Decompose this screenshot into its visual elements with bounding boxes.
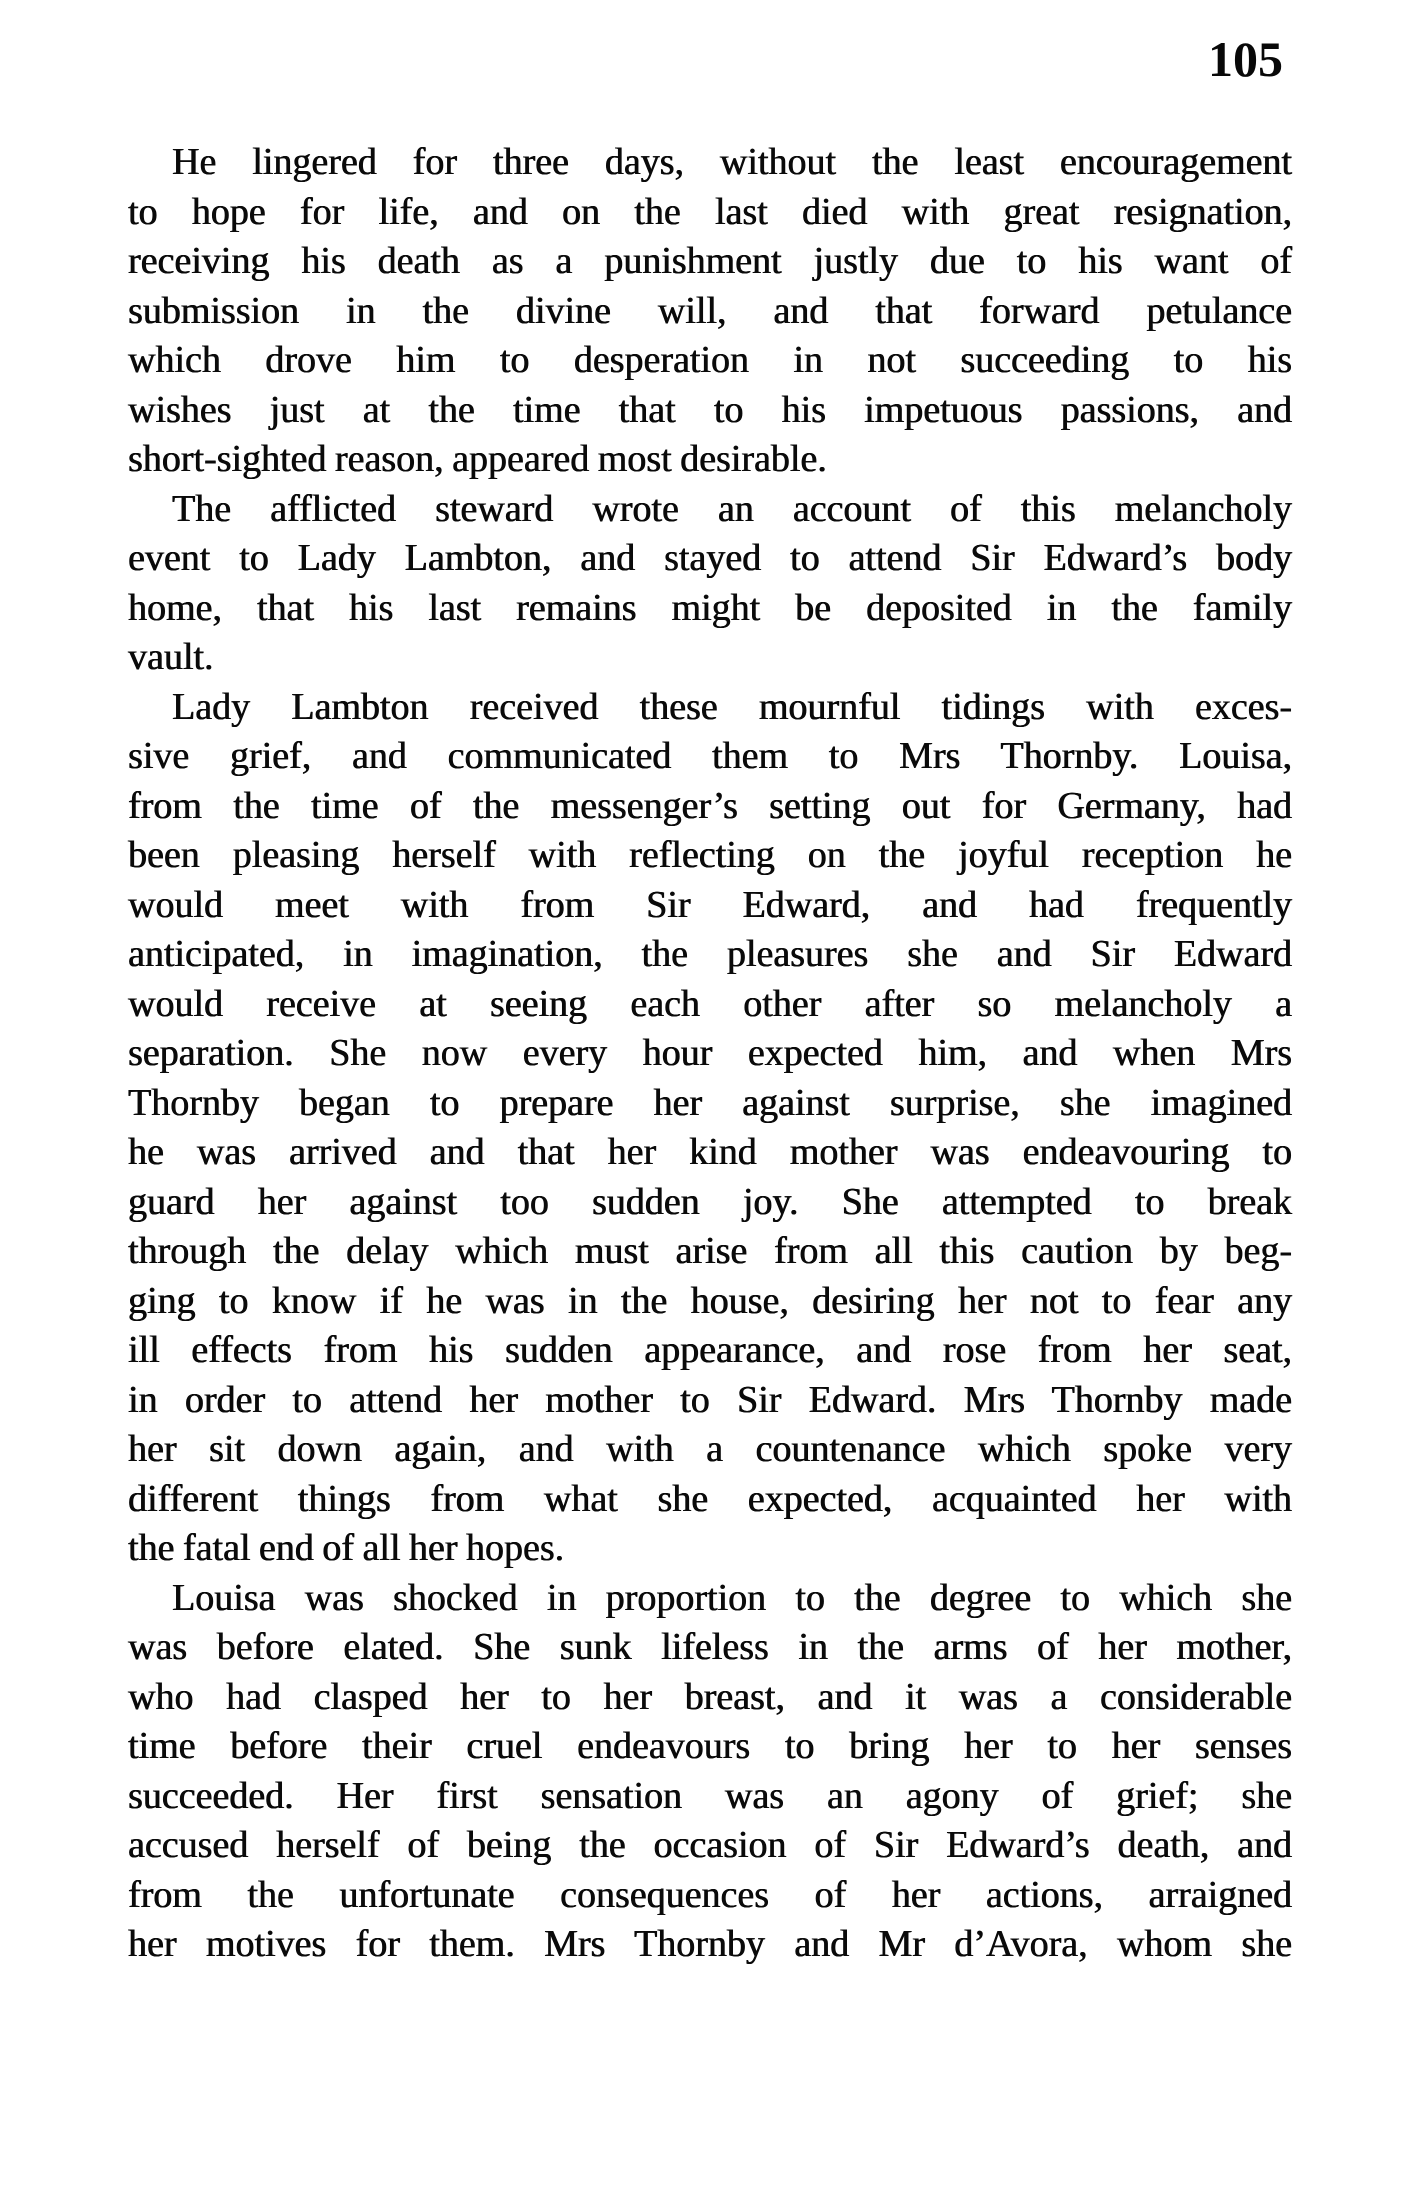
text-line: the fatal end of all her hopes. xyxy=(128,1527,565,1569)
paragraph xyxy=(128,683,1292,1574)
text-line: anticipated, in imagination, the pleasures she and Sir Edward xyxy=(128,933,1292,975)
text-line: through the delay which must arise from all this caution by beg- xyxy=(128,1230,1292,1272)
text-line: would receive at seeing each other after so melancholy a xyxy=(128,982,1292,1025)
text-line: vault. xyxy=(128,636,214,678)
text-line: sive grief, and communicated them to Mrs Thornby. Louisa, xyxy=(128,735,1292,777)
text-line: from the unfortunate consequences of her actions, arraigned xyxy=(128,1873,1292,1916)
text-line: her sit down again, and with a countenance which spoke very xyxy=(128,1428,1292,1470)
page-number: 105 xyxy=(1208,31,1283,87)
text-line: succeeded. Her first sensation was an agony of grief; she xyxy=(128,1774,1292,1817)
text-line: home, that his last remains might be deposited in the family xyxy=(128,586,1292,629)
page-body xyxy=(128,138,1292,1970)
text-line: accused herself of being the occasion of Sir Edward’s death, and xyxy=(128,1824,1292,1866)
text-line: Lady Lambton received these mournful tidings with exces- xyxy=(172,685,1292,728)
text-line: from the time of the messenger’s setting out for Germany, had xyxy=(128,784,1292,827)
text-line: ill effects from his sudden appearance, and rose from her seat, xyxy=(128,1329,1292,1371)
text-line: which drove him to desperation in not succeeding to his xyxy=(128,339,1292,381)
text-line: he was arrived and that her kind mother was endeavouring to xyxy=(128,1131,1292,1173)
text-line: to hope for life, and on the last died with great resignation, xyxy=(128,190,1292,233)
text-line: was before elated. She sunk lifeless in the arms of her mother, xyxy=(128,1626,1292,1668)
text-line: He lingered for three days, without the least encouragement xyxy=(172,141,1292,183)
text-line: her motives for them. Mrs Thornby and Mr d’Avora, whom she xyxy=(128,1923,1292,1965)
text-line: event to Lady Lambton, and stayed to attend Sir Edward’s body xyxy=(128,537,1292,579)
text-line: The afflicted steward wrote an account of this melancholy xyxy=(172,487,1292,530)
text-line: submission in the divine will, and that forward petulance xyxy=(128,289,1292,332)
text-line: separation. She now every hour expected him, and when Mrs xyxy=(128,1032,1292,1074)
text-line: different things from what she expected, acquainted her with xyxy=(128,1477,1292,1520)
text-line: Thornby began to prepare her against surprise, she imagined xyxy=(128,1081,1292,1124)
text-line: would meet with from Sir Edward, and had frequently xyxy=(128,883,1292,926)
text-line: wishes just at the time that to his impetuous passions, and xyxy=(128,388,1292,431)
text-line: short-sighted reason, appeared most desirable. xyxy=(128,438,827,480)
text-line: been pleasing herself with reflecting on the joyful reception he xyxy=(128,834,1292,876)
text-line: Louisa was shocked in proportion to the degree to which she xyxy=(172,1576,1292,1619)
text-line: receiving his death as a punishment justly due to his want of xyxy=(128,240,1292,282)
text-line: in order to attend her mother to Sir Edward. Mrs Thornby made xyxy=(128,1378,1292,1421)
text-line: time before their cruel endeavours to bring her to her senses xyxy=(128,1725,1292,1767)
text-line: who had clasped her to her breast, and it was a considerable xyxy=(128,1675,1292,1718)
text-line: guard her against too sudden joy. She attempted to break xyxy=(128,1180,1292,1223)
paragraph xyxy=(128,485,1292,683)
text-line: ging to know if he was in the house, desiring her not to fear any xyxy=(128,1279,1292,1322)
paragraph xyxy=(128,138,1292,485)
paragraph xyxy=(128,1574,1292,1970)
